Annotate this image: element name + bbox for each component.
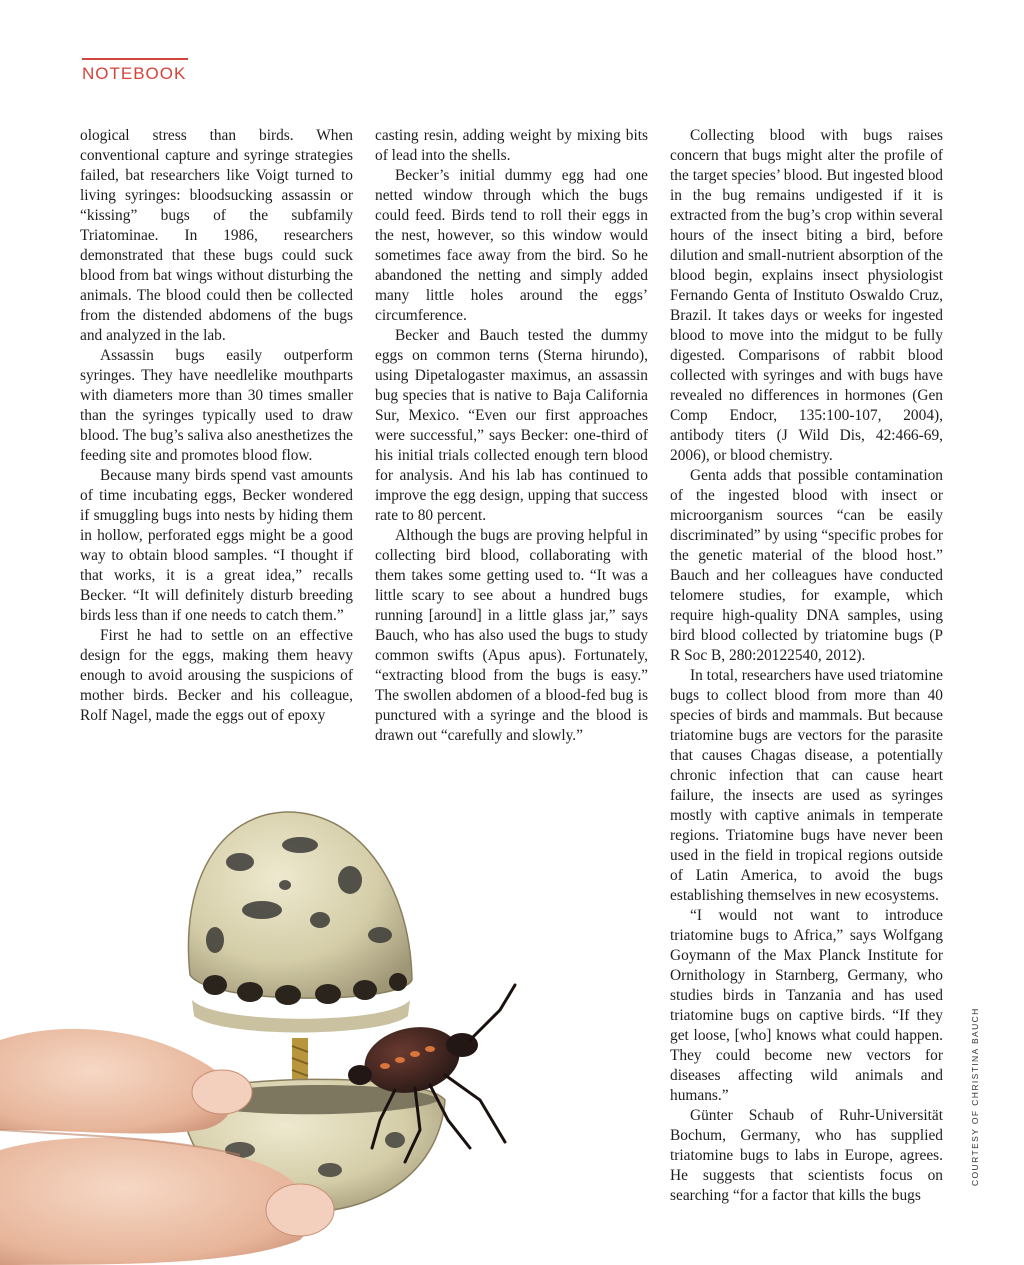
text-column-3 bbox=[670, 126, 943, 1206]
paragraph: Genta adds that possible contamination of the ingested blood with insect or microorganism sources “can be easily discriminated” by using “specific probes for the genetic material of the blood host.” Bauch and her colleagues have conducted telomere studies, for example, which require high-quality DNA samples, using bird blood collected by triatomine bugs (P R Soc B, 280:20122540, 2012). bbox=[670, 467, 943, 664]
photo-credit: COURTESY OF CHRISTINA BAUCH bbox=[970, 1007, 980, 1186]
paragraph: Because many birds spend vast amounts of time incubating eggs, Becker wondered if smuggling bugs into nests by hiding them in hollow, perforated eggs might be a good way to obtain blood samples. “I thought if that works, it is a great idea,” recalls Becker. “It will definitely disturb breeding birds less than if one needs to catch them.” bbox=[80, 467, 353, 624]
paragraph: Although the bugs are proving helpful in collecting bird blood, collaborating with them takes some getting used to. “It was a little scary to see about a hundred bugs running [around] in a little glass jar,” says Bauch, who has also used the bugs to study common swifts (Apus apus). Fortunately, “extracting blood from the bugs is easy.” The swollen abdomen of a blood-fed bug is punctured with a syringe and the blood is drawn out “carefully and slowly.” bbox=[375, 527, 648, 744]
paragraph: ological stress than birds. When conventional capture and syringe strategies failed, bat researchers like Voigt turned to living syringes: bloodsucking assassin or “kissing” bugs of the subfamily Triatominae. In 1986, researchers demonstrated that these bugs could suck blood from bat wings without disturbing the animals. The blood could then be collected from the distended abdomens of the bugs and analyzed in the lab. bbox=[80, 127, 353, 344]
paragraph: Collecting blood with bugs raises concern that bugs might alter the profile of the target species’ blood. But ingested blood in the bug remains undigested if it is extracted from the bug’s crop within several hours of the insect biting a bird, before dilution and small-nutrient absorption of the blood begin, explains insect physiologist Fernando Genta of Instituto Oswaldo Cruz, Brazil. It takes days or weeks for ingested blood to move into the midgut to be fully digested. Comparisons of rabbit blood collected with syringes and with bugs have revealed no differences in hormones (Gen Comp Endocr, 135:100-107, 2004), antibody titers (J Wild Dis, 42:466-69, 2006), or blood chemistry. bbox=[670, 127, 943, 464]
paragraph: First he had to settle on an effective design for the eggs, making them heavy enough to avoid arousing the suspicions of mother birds. Becker and his colleague, Rolf Nagel, made the eggs out of epoxy bbox=[80, 627, 353, 724]
text-column-1 bbox=[80, 126, 353, 726]
paragraph: Günter Schaub of Ruhr-Universität Bochum, Germany, who has supplied triatomine bugs to labs in Europe, agrees. He suggests that scientists focus on searching “for a factor that kills the bugs bbox=[670, 1107, 943, 1204]
photo-egg-and-bug bbox=[0, 770, 655, 1265]
paragraph: “I would not want to introduce triatomine bugs to Africa,” says Wolfgang Goymann of the Max Planck Institute for Ornithology in Starnberg, Germany, who studies birds in Tanzania and has used triatomine bugs on captive birds. “If they get loose, [who] knows what could happen. They could become new vectors for diseases affecting wild animals and humans.” bbox=[670, 907, 943, 1104]
section-label: NOTEBOOK bbox=[82, 64, 187, 83]
paragraph: Becker and Bauch tested the dummy eggs on common terns (Sterna hirundo), using Dipetalogaster maximus, an assassin bug species that is native to Baja California Sur, Mexico. “Even our first approaches were successful,” says Becker: one-third of his initial trials collected enough tern blood for analysis. And his lab has continued to improve the egg design, upping that success rate to 80 percent. bbox=[375, 327, 648, 524]
paragraph: casting resin, adding weight by mixing bits of lead into the shells. bbox=[375, 127, 648, 164]
paragraph: In total, researchers have used triatomine bugs to collect blood from more than 40 species of birds and mammals. But because triatomine bugs are vectors for the parasite that causes Chagas disease, a potentially chronic infection that can cause heart failure, the insects are used as syringes mostly with captive animals in temperate regions. Triatomine bugs have never been used in the field in tropical regions outside of Latin America, to avoid the bugs establishing themselves in new ecosystems. bbox=[670, 667, 943, 904]
text-column-2 bbox=[375, 126, 648, 746]
section-rule bbox=[82, 58, 188, 60]
paragraph: Becker’s initial dummy egg had one netted window through which the bugs could feed. Birds tend to roll their eggs in the nest, however, so this window would sometimes face away from the bird. So he abandoned the netting and simply added many little holes around the eggs’ circumference. bbox=[375, 167, 648, 324]
paragraph: Assassin bugs easily outperform syringes. They have needlelike mouthparts with diameters more than 30 times smaller than the syringes typically used to draw blood. The bug’s saliva also anesthetizes the feeding site and promotes blood flow. bbox=[80, 347, 353, 464]
